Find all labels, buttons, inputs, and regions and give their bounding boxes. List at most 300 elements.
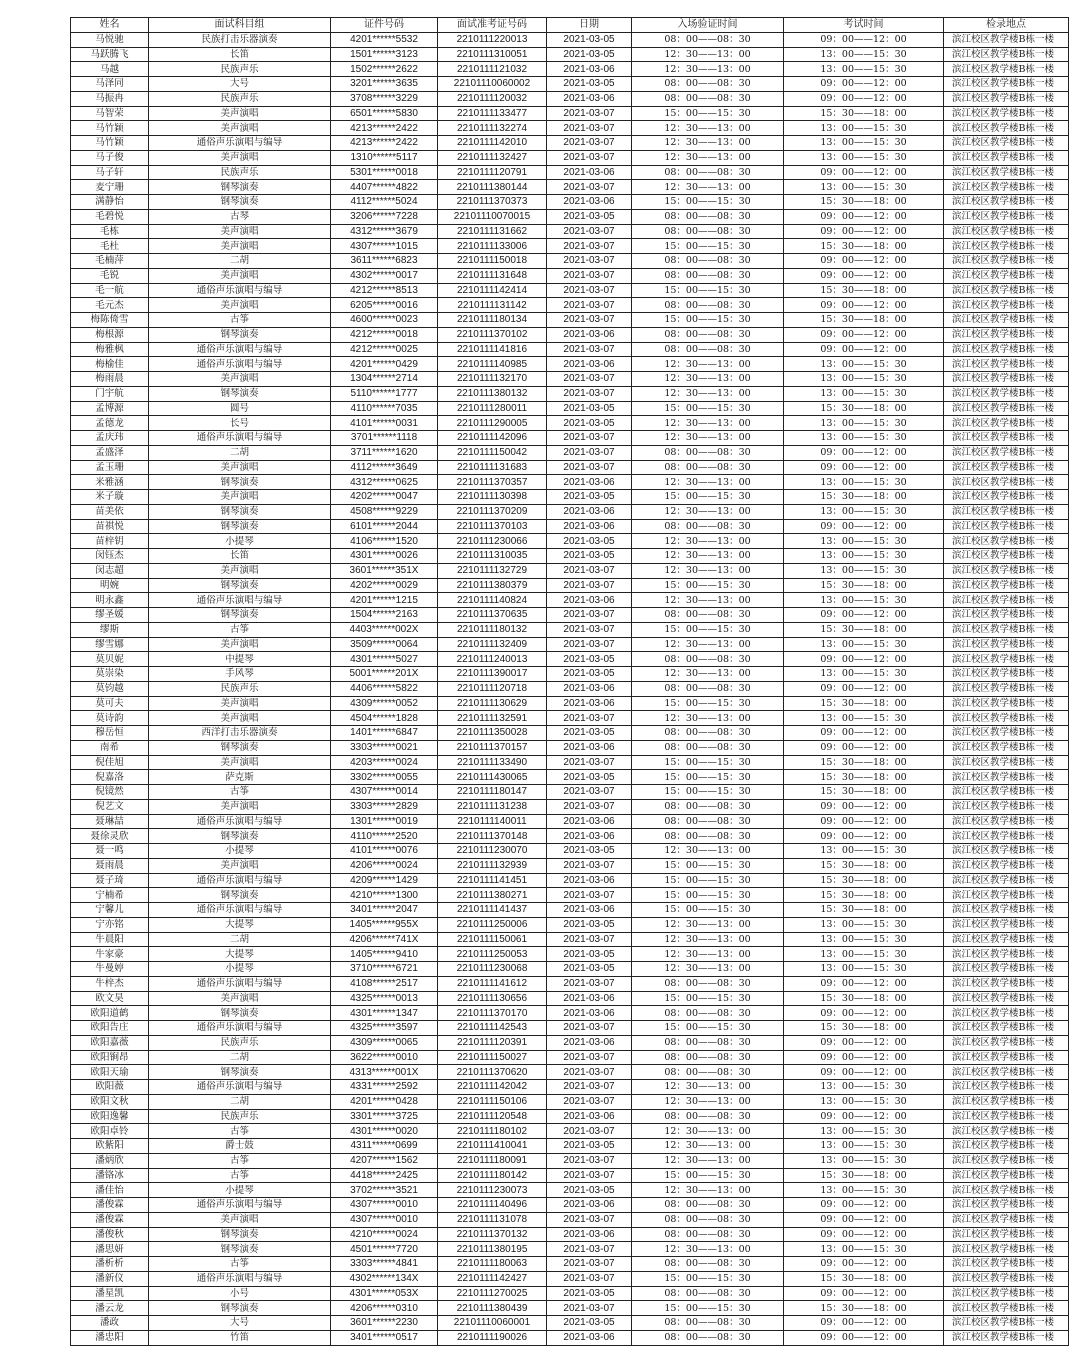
table-row	[71, 726, 1069, 741]
cell-id-number: 4302******0017	[331, 268, 438, 283]
cell-subject-group: 通俗声乐演唱与编导	[149, 814, 331, 829]
cell-id-number: 4212******8513	[331, 283, 438, 298]
cell-name: 潘佳怡	[71, 1183, 149, 1198]
cell-exam-time: 13：00——15：30	[784, 386, 944, 401]
cell-check-in-time: 12：30——13：00	[632, 1139, 784, 1154]
table-row	[71, 681, 1069, 696]
cell-exam-time: 13：00——15：30	[784, 431, 944, 446]
cell-id-number: 6101******2044	[331, 519, 438, 534]
cell-check-in-time: 15：00——15：30	[632, 858, 784, 873]
cell-name: 莫可夫	[71, 696, 149, 711]
cell-check-in-location: 滨江校区教学楼B栋一楼	[944, 165, 1069, 180]
cell-check-in-location: 滨江校区教学楼B栋一楼	[944, 327, 1069, 342]
cell-subject-group: 中提琴	[149, 652, 331, 667]
cell-admission-number: 2210111133490	[438, 755, 547, 770]
cell-subject-group: 西洋打击乐器演奏	[149, 726, 331, 741]
cell-admission-number: 2210111180091	[438, 1153, 547, 1168]
cell-check-in-location: 滨江校区教学楼B栋一楼	[944, 401, 1069, 416]
cell-check-in-time: 15：00——15：30	[632, 622, 784, 637]
cell-admission-number: 2210111142414	[438, 283, 547, 298]
cell-exam-time: 09：00——12：00	[784, 327, 944, 342]
cell-date: 2021-03-05	[547, 1286, 632, 1301]
cell-admission-number: 2210111370209	[438, 504, 547, 519]
cell-date: 2021-03-05	[547, 962, 632, 977]
cell-date: 2021-03-07	[547, 298, 632, 313]
cell-name: 马子俊	[71, 150, 149, 165]
cell-admission-number: 2210111120791	[438, 165, 547, 180]
cell-check-in-location: 滨江校区教学楼B栋一楼	[944, 903, 1069, 918]
cell-name: 米雅涵	[71, 475, 149, 490]
cell-subject-group: 大号	[149, 77, 331, 92]
cell-check-in-time: 12：30——13：00	[632, 504, 784, 519]
header-check-in-time: 入场验证时间	[632, 18, 784, 33]
cell-date: 2021-03-05	[547, 401, 632, 416]
cell-id-number: 4504******1828	[331, 711, 438, 726]
cell-id-number: 1401******6847	[331, 726, 438, 741]
cell-check-in-time: 08：00——08：30	[632, 1227, 784, 1242]
header-exam-time: 考试时间	[784, 18, 944, 33]
cell-exam-time: 09：00——12：00	[784, 1050, 944, 1065]
table-row	[71, 298, 1069, 313]
cell-subject-group: 美声演唱	[149, 372, 331, 387]
cell-exam-time: 09：00——12：00	[784, 209, 944, 224]
table-row	[71, 637, 1069, 652]
cell-check-in-location: 滨江校区教学楼B栋一楼	[944, 1212, 1069, 1227]
table-row	[71, 917, 1069, 932]
cell-admission-number: 2210111131238	[438, 799, 547, 814]
cell-id-number: 4307******0010	[331, 1212, 438, 1227]
cell-subject-group: 钢琴演奏	[149, 386, 331, 401]
cell-exam-time: 13：00——15：30	[784, 1242, 944, 1257]
cell-admission-number: 2210111120391	[438, 1035, 547, 1050]
cell-check-in-time: 08：00——08：30	[632, 1035, 784, 1050]
cell-id-number: 4210******1300	[331, 888, 438, 903]
cell-date: 2021-03-06	[547, 62, 632, 77]
cell-check-in-location: 滨江校区教学楼B栋一楼	[944, 106, 1069, 121]
cell-id-number: 4331******2592	[331, 1080, 438, 1095]
cell-id-number: 4207******1562	[331, 1153, 438, 1168]
cell-subject-group: 民族打击乐器演奏	[149, 32, 331, 47]
cell-exam-time: 13：00——15：30	[784, 416, 944, 431]
cell-check-in-location: 滨江校区教学楼B栋一楼	[944, 1257, 1069, 1272]
cell-check-in-time: 08：00——08：30	[632, 1286, 784, 1301]
cell-id-number: 3601******351X	[331, 563, 438, 578]
table-row	[71, 357, 1069, 372]
cell-name: 莫钧越	[71, 681, 149, 696]
cell-id-number: 4108******2517	[331, 976, 438, 991]
cell-date: 2021-03-06	[547, 991, 632, 1006]
cell-date: 2021-03-07	[547, 1168, 632, 1183]
cell-id-number: 4311******0699	[331, 1139, 438, 1154]
cell-admission-number: 2210111180102	[438, 1124, 547, 1139]
cell-date: 2021-03-06	[547, 327, 632, 342]
cell-date: 2021-03-05	[547, 667, 632, 682]
header-row	[71, 18, 1069, 33]
cell-check-in-time: 15：00——15：30	[632, 490, 784, 505]
cell-date: 2021-03-07	[547, 445, 632, 460]
table-row	[71, 91, 1069, 106]
cell-check-in-time: 08：00——08：30	[632, 976, 784, 991]
cell-name: 闵志超	[71, 563, 149, 578]
cell-check-in-time: 12：30——13：00	[632, 1094, 784, 1109]
cell-subject-group: 美声演唱	[149, 711, 331, 726]
cell-subject-group: 通俗声乐演唱与编导	[149, 1271, 331, 1286]
table-row	[71, 1109, 1069, 1124]
cell-name: 马泽同	[71, 77, 149, 92]
cell-admission-number: 2210111141451	[438, 873, 547, 888]
cell-name: 米子璇	[71, 490, 149, 505]
cell-check-in-location: 滨江校区教学楼B栋一楼	[944, 1109, 1069, 1124]
cell-check-in-time: 12：30——13：00	[632, 637, 784, 652]
cell-exam-time: 15：30——18：00	[784, 1271, 944, 1286]
cell-subject-group: 通俗声乐演唱与编导	[149, 1021, 331, 1036]
cell-exam-time: 13：00——15：30	[784, 1094, 944, 1109]
cell-subject-group: 长笛	[149, 47, 331, 62]
cell-exam-time: 09：00——12：00	[784, 829, 944, 844]
cell-subject-group: 钢琴演奏	[149, 740, 331, 755]
table-row	[71, 1198, 1069, 1213]
cell-check-in-location: 滨江校区教学楼B栋一楼	[944, 1301, 1069, 1316]
cell-date: 2021-03-07	[547, 372, 632, 387]
cell-subject-group: 钢琴演奏	[149, 829, 331, 844]
cell-admission-number: 2210111131078	[438, 1212, 547, 1227]
cell-subject-group: 古琴	[149, 209, 331, 224]
table-row	[71, 1286, 1069, 1301]
table-row	[71, 239, 1069, 254]
cell-admission-number: 2210111150061	[438, 932, 547, 947]
table-row	[71, 313, 1069, 328]
cell-exam-time: 13：00——15：30	[784, 711, 944, 726]
cell-check-in-location: 滨江校区教学楼B栋一楼	[944, 844, 1069, 859]
cell-exam-time: 09：00——12：00	[784, 1006, 944, 1021]
table-row	[71, 578, 1069, 593]
cell-check-in-location: 滨江校区教学楼B栋一楼	[944, 1050, 1069, 1065]
cell-exam-time: 15：30——18：00	[784, 1021, 944, 1036]
cell-id-number: 6501******5830	[331, 106, 438, 121]
table-row	[71, 342, 1069, 357]
cell-admission-number: 2210111380144	[438, 180, 547, 195]
cell-check-in-location: 滨江校区教学楼B栋一楼	[944, 711, 1069, 726]
cell-date: 2021-03-06	[547, 165, 632, 180]
cell-subject-group: 二胡	[149, 1050, 331, 1065]
cell-id-number: 4309******0065	[331, 1035, 438, 1050]
cell-check-in-time: 08：00——08：30	[632, 268, 784, 283]
table-row	[71, 1094, 1069, 1109]
cell-id-number: 3303******2829	[331, 799, 438, 814]
cell-id-number: 4508******9229	[331, 504, 438, 519]
cell-subject-group: 钢琴演奏	[149, 1006, 331, 1021]
cell-exam-time: 15：30——18：00	[784, 490, 944, 505]
cell-check-in-location: 滨江校区教学楼B栋一楼	[944, 785, 1069, 800]
cell-id-number: 4301******0026	[331, 549, 438, 564]
cell-name: 南希	[71, 740, 149, 755]
cell-id-number: 1304******2714	[331, 372, 438, 387]
cell-date: 2021-03-06	[547, 681, 632, 696]
cell-check-in-time: 15：00——15：30	[632, 401, 784, 416]
cell-exam-time: 15：30——18：00	[784, 283, 944, 298]
cell-name: 明永鑫	[71, 593, 149, 608]
cell-id-number: 4301******5027	[331, 652, 438, 667]
cell-check-in-location: 滨江校区教学楼B栋一楼	[944, 755, 1069, 770]
cell-subject-group: 钢琴演奏	[149, 327, 331, 342]
cell-subject-group: 钢琴演奏	[149, 1227, 331, 1242]
cell-date: 2021-03-05	[547, 1183, 632, 1198]
cell-id-number: 4307******0014	[331, 785, 438, 800]
cell-date: 2021-03-07	[547, 1021, 632, 1036]
table-row	[71, 77, 1069, 92]
cell-name: 满静怡	[71, 195, 149, 210]
cell-exam-time: 09：00——12：00	[784, 681, 944, 696]
cell-date: 2021-03-05	[547, 549, 632, 564]
cell-admission-number: 2210111310035	[438, 549, 547, 564]
cell-date: 2021-03-05	[547, 47, 632, 62]
cell-admission-number: 2210111180132	[438, 622, 547, 637]
cell-name: 聂一鸣	[71, 844, 149, 859]
cell-id-number: 1501******3123	[331, 47, 438, 62]
cell-subject-group: 小提琴	[149, 844, 331, 859]
cell-name: 毛楠萍	[71, 254, 149, 269]
table-row	[71, 1035, 1069, 1050]
cell-check-in-time: 15：00——15：30	[632, 785, 784, 800]
cell-check-in-location: 滨江校区教学楼B栋一楼	[944, 180, 1069, 195]
cell-check-in-time: 12：30——13：00	[632, 357, 784, 372]
cell-check-in-time: 08：00——08：30	[632, 1330, 784, 1345]
cell-subject-group: 长号	[149, 416, 331, 431]
cell-subject-group: 古筝	[149, 313, 331, 328]
cell-name: 欧文昊	[71, 991, 149, 1006]
cell-date: 2021-03-06	[547, 504, 632, 519]
cell-check-in-time: 08：00——08：30	[632, 1109, 784, 1124]
cell-admission-number: 2210111370102	[438, 327, 547, 342]
table-row	[71, 180, 1069, 195]
cell-subject-group: 民族声乐	[149, 1035, 331, 1050]
cell-exam-time: 15：30——18：00	[784, 696, 944, 711]
cell-id-number: 4212******0018	[331, 327, 438, 342]
cell-date: 2021-03-07	[547, 150, 632, 165]
cell-check-in-time: 12：30——13：00	[632, 121, 784, 136]
cell-id-number: 4201******0429	[331, 357, 438, 372]
cell-admission-number: 2210111130398	[438, 490, 547, 505]
cell-date: 2021-03-05	[547, 416, 632, 431]
cell-subject-group: 钢琴演奏	[149, 1065, 331, 1080]
cell-subject-group: 二胡	[149, 254, 331, 269]
cell-admission-number: 2210111131142	[438, 298, 547, 313]
cell-date: 2021-03-07	[547, 1153, 632, 1168]
cell-id-number: 4201******0428	[331, 1094, 438, 1109]
cell-id-number: 4302******134X	[331, 1271, 438, 1286]
cell-id-number: 3206******7228	[331, 209, 438, 224]
cell-check-in-location: 滨江校区教学楼B栋一楼	[944, 490, 1069, 505]
cell-name: 马悦驰	[71, 32, 149, 47]
cell-name: 麦宁珊	[71, 180, 149, 195]
cell-check-in-location: 滨江校区教学楼B栋一楼	[944, 740, 1069, 755]
cell-name: 牛晨阳	[71, 932, 149, 947]
cell-exam-time: 09：00——12：00	[784, 165, 944, 180]
cell-admission-number: 2210111133477	[438, 106, 547, 121]
cell-name: 潘铬冰	[71, 1168, 149, 1183]
cell-admission-number: 2210111250053	[438, 947, 547, 962]
cell-date: 2021-03-07	[547, 976, 632, 991]
cell-date: 2021-03-07	[547, 563, 632, 578]
cell-date: 2021-03-06	[547, 1006, 632, 1021]
cell-name: 毛栋	[71, 224, 149, 239]
cell-check-in-location: 滨江校区教学楼B栋一楼	[944, 62, 1069, 77]
cell-admission-number: 2210111410041	[438, 1139, 547, 1154]
cell-admission-number: 2210111132729	[438, 563, 547, 578]
cell-check-in-time: 12：30——13：00	[632, 917, 784, 932]
cell-check-in-time: 08：00——08：30	[632, 1006, 784, 1021]
table-row	[71, 991, 1069, 1006]
cell-id-number: 3302******0055	[331, 770, 438, 785]
cell-date: 2021-03-07	[547, 460, 632, 475]
cell-check-in-location: 滨江校区教学楼B栋一楼	[944, 121, 1069, 136]
cell-admission-number: 2210111140011	[438, 814, 547, 829]
cell-exam-time: 13：00——15：30	[784, 475, 944, 490]
cell-name: 潘思妍	[71, 1242, 149, 1257]
cell-exam-time: 15：30——18：00	[784, 1301, 944, 1316]
cell-check-in-time: 12：30——13：00	[632, 1242, 784, 1257]
cell-date: 2021-03-07	[547, 755, 632, 770]
cell-date: 2021-03-07	[547, 431, 632, 446]
cell-admission-number: 2210111140824	[438, 593, 547, 608]
cell-date: 2021-03-07	[547, 711, 632, 726]
table-row	[71, 1153, 1069, 1168]
cell-check-in-time: 08：00——08：30	[632, 652, 784, 667]
cell-check-in-location: 滨江校区教学楼B栋一楼	[944, 1168, 1069, 1183]
cell-exam-time: 13：00——15：30	[784, 62, 944, 77]
table-row	[71, 932, 1069, 947]
cell-check-in-location: 滨江校区教学楼B栋一楼	[944, 1080, 1069, 1095]
cell-admission-number: 2210111370103	[438, 519, 547, 534]
header-name: 姓名	[71, 18, 149, 33]
cell-name: 潘星凯	[71, 1286, 149, 1301]
cell-check-in-location: 滨江校区教学楼B栋一楼	[944, 254, 1069, 269]
cell-id-number: 3401******2047	[331, 903, 438, 918]
cell-subject-group: 手风琴	[149, 667, 331, 682]
cell-admission-number: 2210111380195	[438, 1242, 547, 1257]
cell-exam-time: 13：00——15：30	[784, 504, 944, 519]
cell-id-number: 4301******1347	[331, 1006, 438, 1021]
cell-id-number: 4203******0024	[331, 755, 438, 770]
cell-date: 2021-03-07	[547, 622, 632, 637]
cell-subject-group: 美声演唱	[149, 224, 331, 239]
cell-id-number: 4307******1015	[331, 239, 438, 254]
cell-name: 欧紫阳	[71, 1139, 149, 1154]
cell-exam-time: 13：00——15：30	[784, 667, 944, 682]
cell-name: 闵钰杰	[71, 549, 149, 564]
cell-name: 欧阳天瑜	[71, 1065, 149, 1080]
cell-check-in-location: 滨江校区教学楼B栋一楼	[944, 416, 1069, 431]
cell-admission-number: 2210111141816	[438, 342, 547, 357]
table-row	[71, 696, 1069, 711]
cell-check-in-location: 滨江校区教学楼B栋一楼	[944, 917, 1069, 932]
cell-admission-number: 2210111220013	[438, 32, 547, 47]
cell-admission-number: 2210111132170	[438, 372, 547, 387]
cell-admission-number: 2210111370148	[438, 829, 547, 844]
cell-id-number: 4301******053X	[331, 1286, 438, 1301]
cell-date: 2021-03-07	[547, 1301, 632, 1316]
cell-date: 2021-03-06	[547, 475, 632, 490]
cell-check-in-time: 15：00——15：30	[632, 770, 784, 785]
cell-check-in-location: 滨江校区教学楼B栋一楼	[944, 1227, 1069, 1242]
cell-date: 2021-03-07	[547, 1271, 632, 1286]
cell-subject-group: 小提琴	[149, 962, 331, 977]
table-row	[71, 224, 1069, 239]
cell-check-in-location: 滨江校区教学楼B栋一楼	[944, 224, 1069, 239]
table-row	[71, 327, 1069, 342]
table-row	[71, 785, 1069, 800]
cell-id-number: 3201******3635	[331, 77, 438, 92]
table-row	[71, 431, 1069, 446]
cell-check-in-time: 12：30——13：00	[632, 1153, 784, 1168]
cell-check-in-time: 08：00——08：30	[632, 327, 784, 342]
cell-date: 2021-03-05	[547, 77, 632, 92]
cell-check-in-time: 12：30——13：00	[632, 947, 784, 962]
cell-check-in-location: 滨江校区教学楼B栋一楼	[944, 475, 1069, 490]
cell-check-in-time: 08：00——08：30	[632, 814, 784, 829]
cell-check-in-location: 滨江校区教学楼B栋一楼	[944, 1271, 1069, 1286]
cell-admission-number: 2210111380132	[438, 386, 547, 401]
cell-exam-time: 13：00——15：30	[784, 1124, 944, 1139]
cell-admission-number: 2210111370170	[438, 1006, 547, 1021]
cell-subject-group: 美声演唱	[149, 268, 331, 283]
cell-exam-time: 09：00——12：00	[784, 268, 944, 283]
cell-date: 2021-03-07	[547, 858, 632, 873]
cell-check-in-location: 滨江校区教学楼B栋一楼	[944, 283, 1069, 298]
cell-name: 梅雨晨	[71, 372, 149, 387]
table-row	[71, 372, 1069, 387]
cell-check-in-location: 滨江校区教学楼B栋一楼	[944, 386, 1069, 401]
cell-name: 莫贝妮	[71, 652, 149, 667]
cell-exam-time: 13：00——15：30	[784, 357, 944, 372]
header-id-number: 证件号码	[331, 18, 438, 33]
cell-admission-number: 2210111132274	[438, 121, 547, 136]
cell-id-number: 3303******4841	[331, 1257, 438, 1272]
cell-name: 缪斯	[71, 622, 149, 637]
cell-date: 2021-03-06	[547, 873, 632, 888]
cell-id-number: 3601******2230	[331, 1316, 438, 1331]
cell-exam-time: 09：00——12：00	[784, 799, 944, 814]
table-row	[71, 962, 1069, 977]
cell-check-in-time: 15：00——15：30	[632, 696, 784, 711]
cell-check-in-location: 滨江校区教学楼B栋一楼	[944, 1035, 1069, 1050]
cell-admission-number: 2210111350028	[438, 726, 547, 741]
table-row	[71, 799, 1069, 814]
cell-admission-number: 2210111280011	[438, 401, 547, 416]
cell-check-in-location: 滨江校区教学楼B栋一楼	[944, 829, 1069, 844]
cell-name: 马跃腾飞	[71, 47, 149, 62]
table-row	[71, 858, 1069, 873]
cell-check-in-location: 滨江校区教学楼B栋一楼	[944, 696, 1069, 711]
cell-name: 欧阳逸馨	[71, 1109, 149, 1124]
cell-id-number: 3702******3521	[331, 1183, 438, 1198]
cell-subject-group: 通俗声乐演唱与编导	[149, 1198, 331, 1213]
cell-id-number: 4301******0020	[331, 1124, 438, 1139]
cell-exam-time: 09：00——12：00	[784, 1065, 944, 1080]
cell-check-in-time: 08：00——08：30	[632, 460, 784, 475]
cell-check-in-time: 15：00——15：30	[632, 903, 784, 918]
table-row	[71, 563, 1069, 578]
cell-name: 聂子琦	[71, 873, 149, 888]
cell-check-in-time: 12：30——13：00	[632, 136, 784, 151]
cell-exam-time: 15：30——18：00	[784, 888, 944, 903]
cell-subject-group: 大号	[149, 1316, 331, 1331]
cell-id-number: 4101******0031	[331, 416, 438, 431]
cell-exam-time: 15：30——18：00	[784, 195, 944, 210]
cell-check-in-location: 滨江校区教学楼B栋一楼	[944, 637, 1069, 652]
cell-check-in-location: 滨江校区教学楼B栋一楼	[944, 608, 1069, 623]
cell-check-in-time: 08：00——08：30	[632, 1050, 784, 1065]
